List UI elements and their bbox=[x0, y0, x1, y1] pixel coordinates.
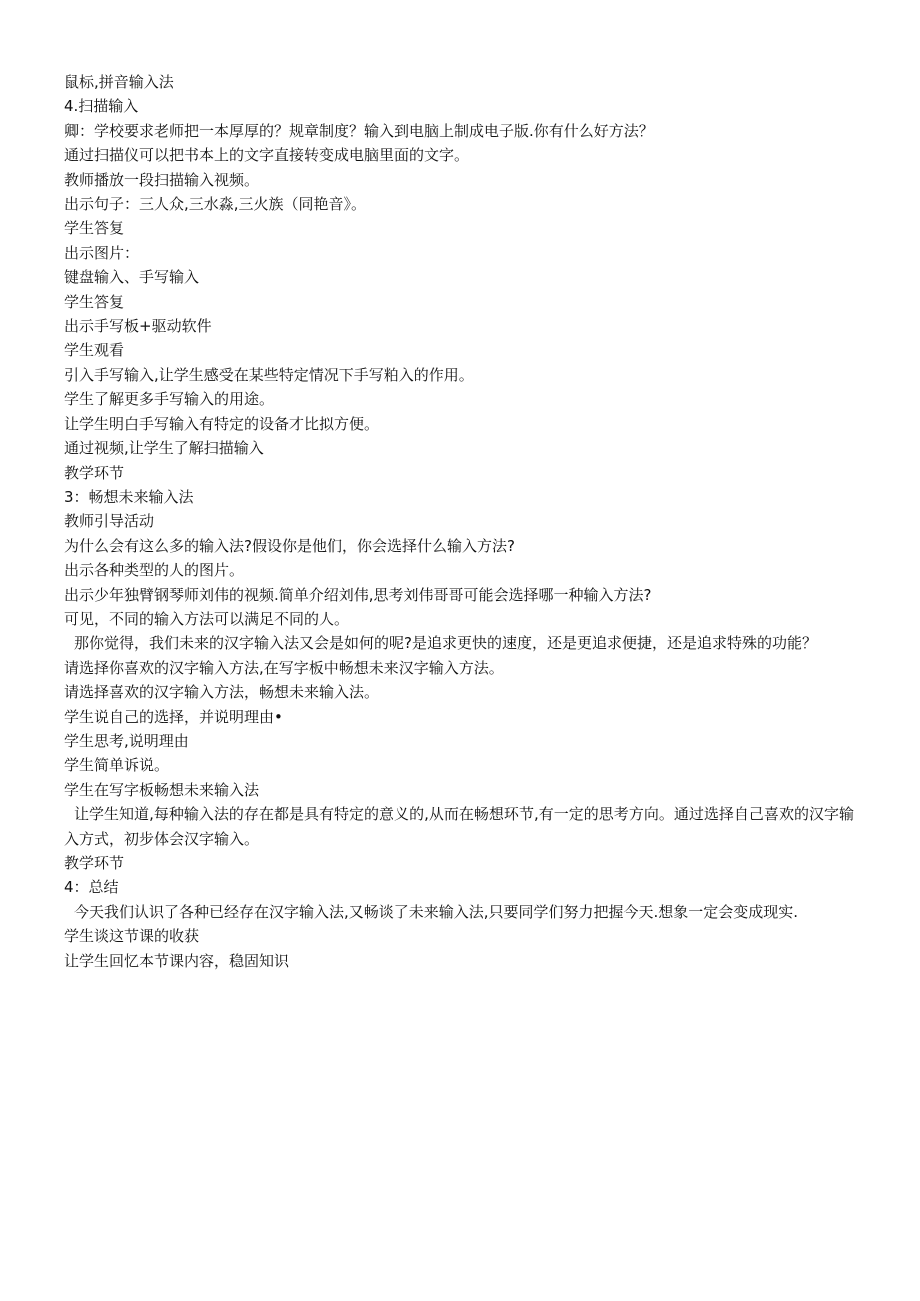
paragraph: 让学生知道,每种输入法的存在都是具有特定的意义的,从而在畅想环节,有一定的思考方向。通过选择自己喜欢的汉字输入方式，初步体会汉字输入。 bbox=[64, 805, 854, 848]
text-line: 教师播放一段扫描输入视频。 bbox=[64, 170, 260, 189]
text-line: 卿：学校要求老师把一本厚厚的？规章制度？输入到电脑上制成电子版.你有什么好方法？ bbox=[64, 121, 654, 140]
text-line: 让学生明白手写输入有特定的设备才比拟方便。 bbox=[64, 414, 380, 433]
document-body bbox=[64, 70, 854, 973]
text-line: 通过视频,让学生了解扫描输入 bbox=[64, 439, 264, 458]
text-line: 让学生回忆本节课内容，稳固知识 bbox=[64, 951, 290, 970]
text-line: 学生说自己的选择，并说明理由• bbox=[64, 707, 283, 726]
text-line: 出示各种类型的人的图片。 bbox=[64, 561, 245, 580]
text-line: 学生答复 bbox=[64, 292, 125, 311]
section-heading: 4.扫描输入 bbox=[64, 97, 139, 116]
text-line: 请选择你喜欢的汉字输入方法,在写字板中畅想未来汉字输入方法。 bbox=[64, 658, 504, 677]
text-line: 出示手写板+驱动软件 bbox=[64, 317, 212, 336]
section-label: 教学环节 bbox=[64, 463, 125, 482]
text-line: 学生答复 bbox=[64, 219, 125, 238]
section-heading: 4：总结 bbox=[64, 878, 119, 897]
text-line: 学生简单诉说。 bbox=[64, 756, 170, 775]
text-line: 教师引导活动 bbox=[64, 512, 155, 531]
paragraph: 那你觉得，我们未来的汉字输入法又会是如何的呢?是追求更快的速度，还是更追求便捷，还是追求特殊的功能？ bbox=[74, 634, 817, 653]
text-line: 鼠标,拼音输入法 bbox=[64, 73, 174, 91]
text-line: 为什么会有这么多的输入法?假设你是他们，你会选择什么输入方法? bbox=[64, 536, 515, 555]
text-line: 出示少年独臂钢琴师刘伟的视频.简单介绍刘伟,思考刘伟哥哥可能会选择哪一种输入方法? bbox=[64, 585, 652, 604]
text-line: 出示句子：三人众,三水淼,三火族（同艳音》。 bbox=[64, 195, 367, 214]
text-line: 键盘输入、手写输入 bbox=[64, 268, 200, 287]
paragraph: 今天我们认识了各种已经存在汉字输入法,又畅谈了未来输入法,只要同学们努力把握今天.想象一定会变成现实. bbox=[74, 902, 799, 921]
section-heading: 3：畅想未来输入法 bbox=[64, 487, 194, 506]
text-line: 学生观看 bbox=[64, 341, 125, 360]
section-label: 教学环节 bbox=[64, 854, 125, 872]
text-line: 通过扫描仪可以把书本上的文字直接转变成电脑里面的文字。 bbox=[64, 146, 470, 165]
text-line: 学生了解更多手写输入的用途。 bbox=[64, 390, 275, 409]
text-line: 请选择喜欢的汉字输入方法，畅想未来输入法。 bbox=[64, 683, 380, 702]
text-line: 学生谈这节课的收获 bbox=[64, 927, 200, 946]
text-line: 学生在写字板畅想未来输入法 bbox=[64, 780, 260, 799]
text-line: 学生思考,说明理由 bbox=[64, 731, 189, 750]
text-line: 可见，不同的输入方法可以满足不同的人。 bbox=[64, 609, 350, 628]
text-line: 引入手写输入,让学生感受在某些特定情况下手写粕入的作用。 bbox=[64, 365, 474, 384]
text-line: 出示图片： bbox=[64, 243, 140, 262]
